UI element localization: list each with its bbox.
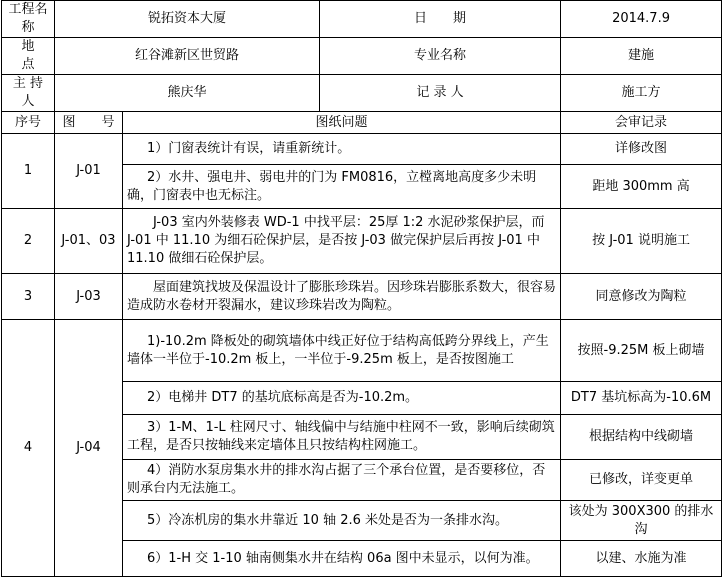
seq-cell: 2 [2, 209, 55, 274]
record-cell: 根据结构中线砌墙 [561, 415, 722, 460]
header-row-project [2, 1, 722, 38]
date-value: 2014.7.9 [561, 1, 722, 38]
issue-cell: J-03 室内外装修表 WD-1 中找平层：25厚 1:2 水泥砂浆保护层，而 J-01 中 11.10 为细石砼保护层，是否按 J-03 做完保护层后再按 J-01 中 11.10 做细石砼保护层。 [123, 209, 561, 274]
specialty-label: 专业名称 [320, 38, 561, 75]
review-table [1, 0, 722, 577]
header-row-host [2, 75, 722, 112]
issue-cell: 屋面建筑找坡及保温设计了膨胀珍珠岩。因珍珠岩膨胀系数大，很容易造成防水卷材开裂漏水，建议珍珠岩改为陶粒。 [123, 274, 561, 320]
table-row [2, 134, 722, 165]
host-value: 熊庆华 [55, 75, 320, 112]
record-cell: 按 J-01 说明施工 [561, 209, 722, 274]
column-header-drawing-no: 图 号 [55, 112, 123, 134]
seq-cell: 3 [2, 274, 55, 320]
project-name-label: 工程名称 [2, 1, 55, 38]
record-cell: 距地 300mm 高 [561, 165, 722, 209]
record-cell: DT7 基坑标高为-10.6M [561, 382, 722, 415]
record-cell: 已修改，详变更单 [561, 460, 722, 501]
issue-cell: 4）消防水泵房集水井的排水沟占据了三个承台位置，是否要移位，否则承台内无法施工。 [123, 460, 561, 501]
table-row [2, 209, 722, 274]
issue-cell: 5）冷冻机房的集水井靠近 10 轴 2.6 米处是否为一条排水沟。 [123, 501, 561, 541]
seq-cell: 4 [2, 320, 55, 577]
issue-cell: 2）水井、强电井、弱电井的门为 FM0816，立樘离地高度多少未明确，门窗表中也无标注。 [123, 165, 561, 209]
issue-cell: 1)-10.2m 降板处的砌筑墙体中线正好位于结构高低跨分界线上，产生墙体一半位于-10.2m 板上，一半位于-9.25m 板上，是否按图施工 [123, 320, 561, 382]
column-header-record: 会审记录 [561, 112, 722, 134]
date-label: 日 期 [320, 1, 561, 38]
drawing-no-cell: J-03 [55, 274, 123, 320]
recorder-value: 施工方 [561, 75, 722, 112]
location-label: 地 点 [2, 38, 55, 75]
record-cell: 该处为 300X300 的排水沟 [561, 501, 722, 541]
column-header-seq: 序号 [2, 112, 55, 134]
table-row [2, 274, 722, 320]
drawing-no-cell: J-01 [55, 134, 123, 209]
issue-cell: 6）1-H 交 1-10 轴南侧集水井在结构 06a 图中未显示，以何为准。 [123, 541, 561, 577]
host-label: 主 持 人 [2, 75, 55, 112]
record-cell: 详修改图 [561, 134, 722, 165]
seq-cell: 1 [2, 134, 55, 209]
issue-cell: 1）门窗表统计有误，请重新统计。 [123, 134, 561, 165]
column-header-issue: 图纸问题 [123, 112, 561, 134]
record-cell: 同意修改为陶粒 [561, 274, 722, 320]
table-row [2, 320, 722, 382]
issue-cell: 3）1-M、1-L 柱网尺寸、轴线偏中与结施中柱网不一致，影响后续砌筑工程，是否只按轴线来定墙体且只按结构柱网施工。 [123, 415, 561, 460]
record-cell: 以建、水施为准 [561, 541, 722, 577]
issue-cell: 2）电梯井 DT7 的基坑底标高是否为-10.2m。 [123, 382, 561, 415]
specialty-value: 建施 [561, 38, 722, 75]
drawing-no-cell: J-04 [55, 320, 123, 577]
record-cell: 按照-9.25M 板上砌墙 [561, 320, 722, 382]
location-value: 红谷滩新区世贸路 [55, 38, 320, 75]
column-header-row [2, 112, 722, 134]
drawing-no-cell: J-01、03 [55, 209, 123, 274]
recorder-label: 记 录 人 [320, 75, 561, 112]
project-name: 锐拓资本大厦 [55, 1, 320, 38]
header-row-location [2, 38, 722, 75]
